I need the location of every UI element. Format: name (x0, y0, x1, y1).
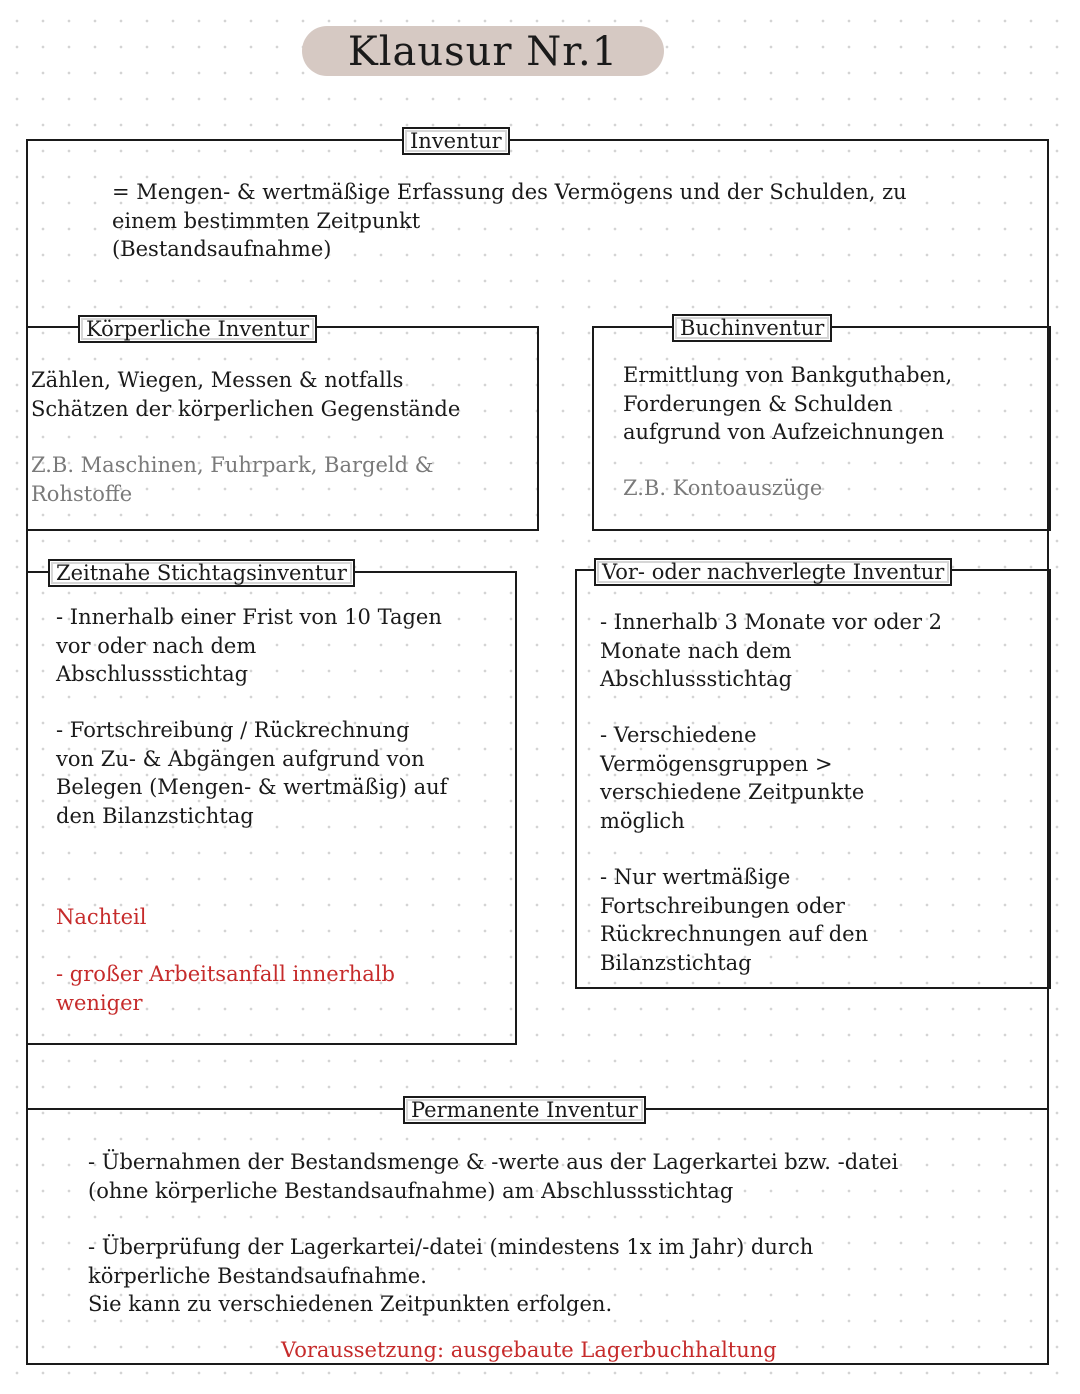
stichtagsinventur-point-1: - Innerhalb einer Frist von 10 Tagen vor oder nach dem Abschlussstichtag (56, 605, 442, 686)
verlegte-inventur-point-1: - Innerhalb 3 Monate vor oder 2 Monate nach dem Abschlussstichtag (600, 610, 943, 691)
koerperliche-inventur-label: Körperliche Inventur (78, 315, 317, 343)
buchinventur-text: Ermittlung von Bankguthaben, Forderungen & Schulden aufgrund von Aufzeichnungen (623, 363, 953, 444)
page-title: Klausur Nr.1 (302, 26, 664, 76)
verlegte-inventur-point-2: - Verschiedene Vermögensgruppen > verschiedene Zeitpunkte möglich (600, 723, 865, 833)
stichtagsinventur-point-2: - Fortschreibung / Rückrechnung von Zu- & Abgängen aufgrund von Belegen (Mengen- & wertmäßig) auf den Bilanzstichtag (56, 718, 448, 828)
nachteil-heading: Nachteil (56, 905, 147, 929)
koerperliche-inventur-example: Z.B. Maschinen, Fuhrpark, Bargeld & Rohstoffe (31, 453, 434, 506)
voraussetzung-text: Voraussetzung: ausgebaute Lagerbuchhaltung (281, 1338, 777, 1362)
permanente-inventur-point-1: - Übernahmen der Bestandsmenge & -werte aus der Lagerkartei bzw. -datei (ohne körperliche Bestandsaufnahme) am Abschlussstichtag (88, 1150, 899, 1203)
inventur-label: Inventur (402, 127, 510, 155)
buchinventur-label: Buchinventur (672, 314, 832, 342)
frame-top-line (26, 139, 1049, 141)
permanente-inventur-label: Permanente Inventur (403, 1096, 646, 1124)
verlegte-inventur-point-3: - Nur wertmäßige Fortschreibungen oder Rückrechnungen auf den Bilanzstichtag (600, 865, 869, 975)
koerperliche-inventur-text: Zählen, Wiegen, Messen & notfalls Schätzen der körperlichen Gegenstände (31, 368, 461, 421)
inventur-definition: = Mengen- & wertmäßige Erfassung des Vermögens und der Schulden, zu einem bestimmten Zeitpunkt (Bestandsaufnahme) (112, 180, 907, 261)
permanente-inventur-point-2: - Überprüfung der Lagerkartei/-datei (mindestens 1x im Jahr) durch körperliche Bestandsaufnahme. Sie kann zu verschiedenen Zeitpunkten erfolgen. (88, 1235, 814, 1316)
buchinventur-example: Z.B. Kontoauszüge (623, 476, 823, 500)
stichtagsinventur-label: Zeitnahe Stichtagsinventur (48, 559, 355, 587)
nachteil-text: - großer Arbeitsanfall innerhalb weniger (56, 962, 395, 1015)
verlegte-inventur-label: Vor- oder nachverlegte Inventur (594, 558, 952, 586)
